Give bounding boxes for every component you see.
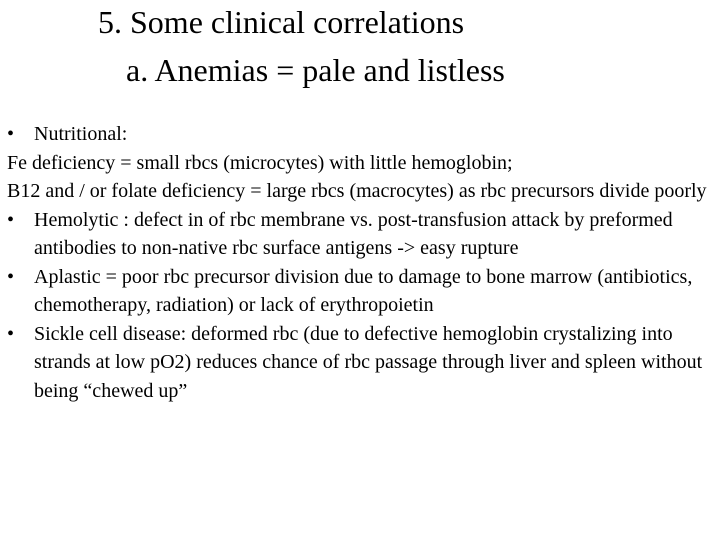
bullet-hemolytic [7, 206, 719, 263]
bullet-sickle-cell-text: Sickle cell disease: deformed rbc (due to defective hemoglobin crystalizing into strands at low pO2) reduces chance of rbc passage through liver and spleen without being “chewed up” [34, 322, 703, 402]
bullet-sickle-cell [7, 320, 719, 406]
bullet-icon: • [7, 208, 15, 231]
bullet-icon: • [7, 265, 15, 288]
bullet-nutritional [7, 120, 719, 149]
bullet-aplastic-text: Aplastic = poor rbc precursor division due to damage to bone marrow (antibiotics, chemotherapy, radiation) or lack of erythropoietin [34, 265, 693, 316]
slide-subtitle: a. Anemias = pale and listless [126, 52, 505, 88]
bullet-hemolytic-text: Hemolytic : defect in of rbc membrane vs. post-transfusion attack by preformed antibodies to non-native rbc surface antigens -> easy rupture [34, 208, 673, 259]
bullet-icon: • [7, 322, 15, 345]
slide-body [7, 120, 719, 405]
b12-folate-line: B12 and / or folate deficiency = large rbcs (macrocytes) as rbc precursors divide poorly [7, 180, 707, 202]
fe-deficiency-line: Fe deficiency = small rbcs (microcytes) with little hemoglobin; [7, 151, 513, 174]
bullet-nutritional-heading: Nutritional: [34, 123, 128, 145]
slide-title-line-1: 5. Some clinical correlations [98, 4, 465, 40]
bullet-aplastic [7, 263, 719, 320]
bullet-icon: • [7, 123, 15, 145]
